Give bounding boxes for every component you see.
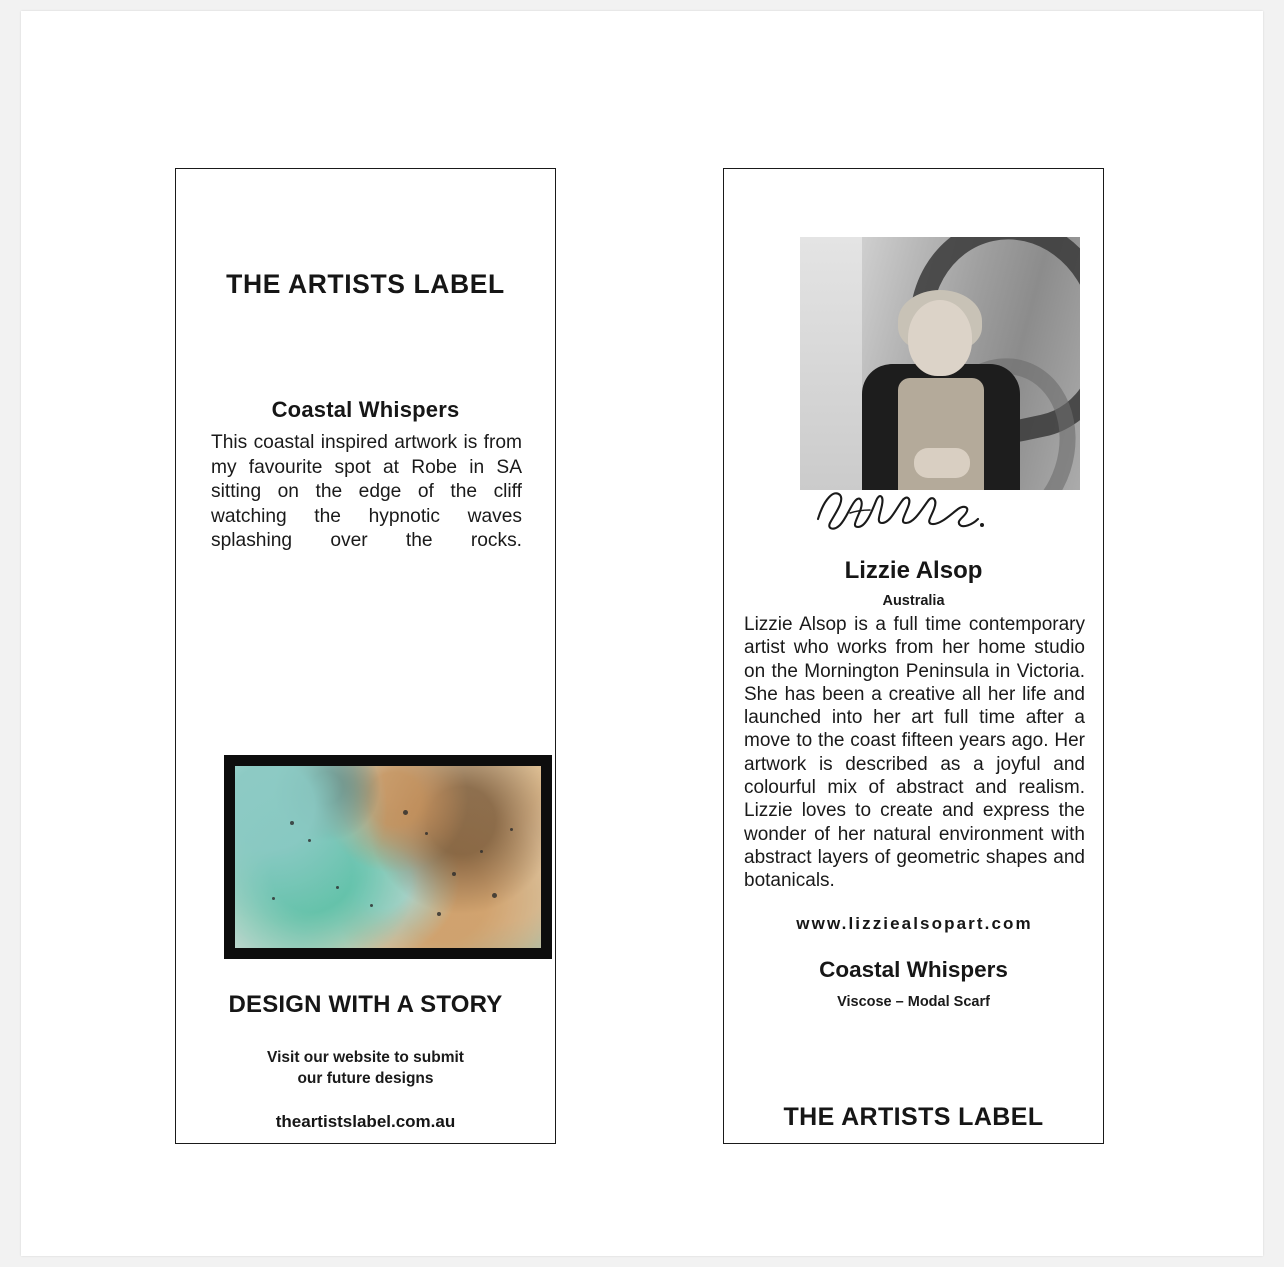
front-artwork-description: This coastal inspired artwork is from my favourite spot at Robe in SA sitting on the edge of the cliff watching the hypnotic waves splashing over the rocks. [211, 432, 522, 551]
tag-front-card [175, 168, 556, 1144]
front-artwork-title: Coastal Whispers [271, 397, 460, 422]
artist-portrait-photo [800, 237, 1080, 490]
front-visit-line-1: Visit our website to submit [267, 1049, 464, 1066]
back-brand-title: THE ARTISTS LABEL [783, 1103, 1044, 1131]
artist-country: Australia [882, 593, 945, 609]
front-tagline: DESIGN WITH A STORY [228, 991, 503, 1018]
front-visit-text [176, 1047, 555, 1089]
product-subtitle: Viscose – Modal Scarf [837, 994, 990, 1010]
lizzie-alsop-signature [810, 479, 990, 537]
front-website: theartistslabel.com.au [275, 1112, 456, 1131]
artist-biography: Lizzie Alsop is a full time contemporary artist who works from her home studio on the Mornington Peninsula in Victoria. She has been a creative all her life and launched into her art full time after a move to the coast fifteen years ago. Her artwork is described as a joyful and colourful mix of abstract and realism. Lizzie loves to create and express the wonder of her natural environment with abstract layers of geometric shapes and botanicals. [744, 614, 1085, 892]
artwork-frame [224, 755, 552, 959]
tag-layout [21, 11, 1263, 1256]
abstract-coastal-painting [235, 766, 541, 948]
product-title: Coastal Whispers [819, 957, 1008, 982]
artist-website: www.lizziealsopart.com [796, 914, 1033, 933]
front-brand-title: THE ARTISTS LABEL [226, 269, 505, 299]
artist-name: Lizzie Alsop [844, 557, 983, 584]
document-page [21, 11, 1263, 1256]
front-visit-line-2: our future designs [297, 1070, 434, 1087]
tag-back-card [723, 168, 1104, 1144]
